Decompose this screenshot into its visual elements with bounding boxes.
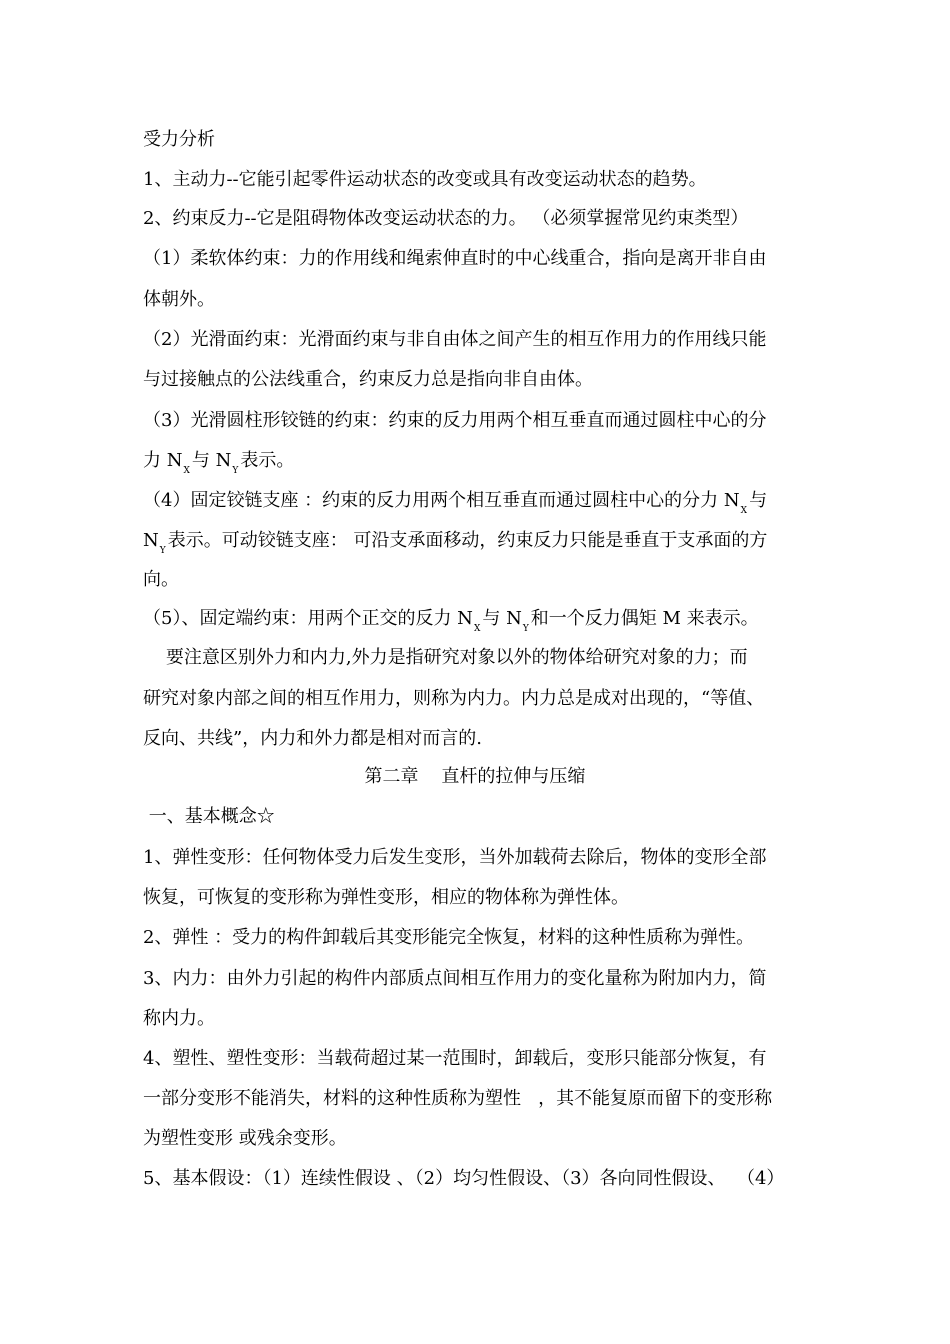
subscript-y: Y <box>232 466 239 476</box>
subscript-x: X <box>183 466 190 476</box>
subscript-x: X <box>740 506 748 516</box>
paragraph-internal-external-cont: 研究对象内部之间的相互作用力，则称为内力。内力总是成对出现的，“等值、 <box>143 688 765 709</box>
text-run: 表示。 <box>240 450 295 471</box>
text-run: （4）固定铰链支座 ：约束的反力用两个相互垂直而通过圆柱中心的分力 N <box>143 490 740 511</box>
section-basic-concepts: 一、基本概念☆ <box>143 806 275 827</box>
paragraph-flexible-constraint-cont: 体朝外。 <box>143 289 215 310</box>
paragraph-constraint-force: 2、约束反力--它是阻碍物体改变运动状态的力。 （必须掌握常见约束类型） <box>143 208 749 229</box>
text-run: 与 N <box>482 608 522 629</box>
paragraph-fixed-end <box>143 606 759 632</box>
paragraph-internal-external-end: 反向、共线”，内力和外力都是相对而言的. <box>143 728 482 749</box>
paragraph-internal-force-cont: 称内力。 <box>143 1008 215 1029</box>
text-run: 表示。可动铰链支座： 可沿支承面移动，约束反力只能是垂直于支承面的方 <box>167 530 768 551</box>
paragraph-flexible-constraint: （1）柔软体约束：力的作用线和绳索伸直时的中心线重合，指向是离开非自由 <box>143 248 767 269</box>
section-heading: 受力分析 <box>143 129 215 150</box>
chapter-title: 第二章 直杆的拉伸与压缩 <box>364 766 586 787</box>
paragraph-fixed-hinge <box>143 488 767 514</box>
paragraph-elastic-deformation: 1、弹性变形：任何物体受力后发生变形，当外加载荷去除后，物体的变形全部 <box>143 847 767 868</box>
paragraph-internal-force: 3、内力：由外力引起的构件内部质点间相互作用力的变化量称为附加内力，简 <box>143 968 767 989</box>
subscript-y: Y <box>159 546 166 556</box>
text-run: （5）、固定端约束：用两个正交的反力 N <box>143 608 473 629</box>
paragraph-cylindrical-hinge-cont <box>143 448 294 474</box>
text-run: N <box>143 530 159 551</box>
subscript-x: X <box>473 624 481 634</box>
paragraph-plasticity-cont: 一部分变形不能消失，材料的这种性质称为塑性 ，其不能复原而留下的变形称 <box>143 1088 773 1109</box>
paragraph-internal-external: 要注意区别外力和内力,外力是指研究对象以外的物体给研究对象的力；而 <box>143 647 748 668</box>
paragraph-fixed-hinge-cont <box>143 528 767 554</box>
paragraph-plasticity-end: 为塑性变形 或残余变形。 <box>143 1128 347 1149</box>
paragraph-elasticity: 2、弹性 ：受力的构件卸载后其变形能完全恢复，材料的这种性质称为弹性。 <box>143 927 755 948</box>
paragraph-elastic-deformation-cont: 恢复，可恢复的变形称为弹性变形，相应的物体称为弹性体。 <box>143 887 629 908</box>
text-run: 与 <box>749 490 768 511</box>
paragraph-basic-assumptions: 5、基本假设：（1）连续性假设 、（2）均匀性假设、（3）各向同性假设、 （4） <box>143 1168 785 1189</box>
paragraph-fixed-hinge-end: 向。 <box>143 569 179 590</box>
text-run: 和一个反力偶矩 M 来表示。 <box>530 608 759 629</box>
paragraph-active-force: 1、主动力--它能引起零件运动状态的改变或具有改变运动状态的趋势。 <box>143 169 707 190</box>
paragraph-plasticity: 4、塑性、塑性变形：当载荷超过某一范围时，卸载后，变形只能部分恢复，有 <box>143 1048 767 1069</box>
paragraph-smooth-surface-cont: 与过接触点的公法线重合，约束反力总是指向非自由体。 <box>143 369 593 390</box>
text-run: 与 N <box>191 450 232 471</box>
paragraph-cylindrical-hinge: （3）光滑圆柱形铰链的约束：约束的反力用两个相互垂直而通过圆柱中心的分 <box>143 410 767 431</box>
text-run: 力 N <box>143 450 183 471</box>
subscript-y: Y <box>522 624 529 634</box>
paragraph-smooth-surface: （2）光滑面约束：光滑面约束与非自由体之间产生的相互作用力的作用线只能 <box>143 329 767 350</box>
